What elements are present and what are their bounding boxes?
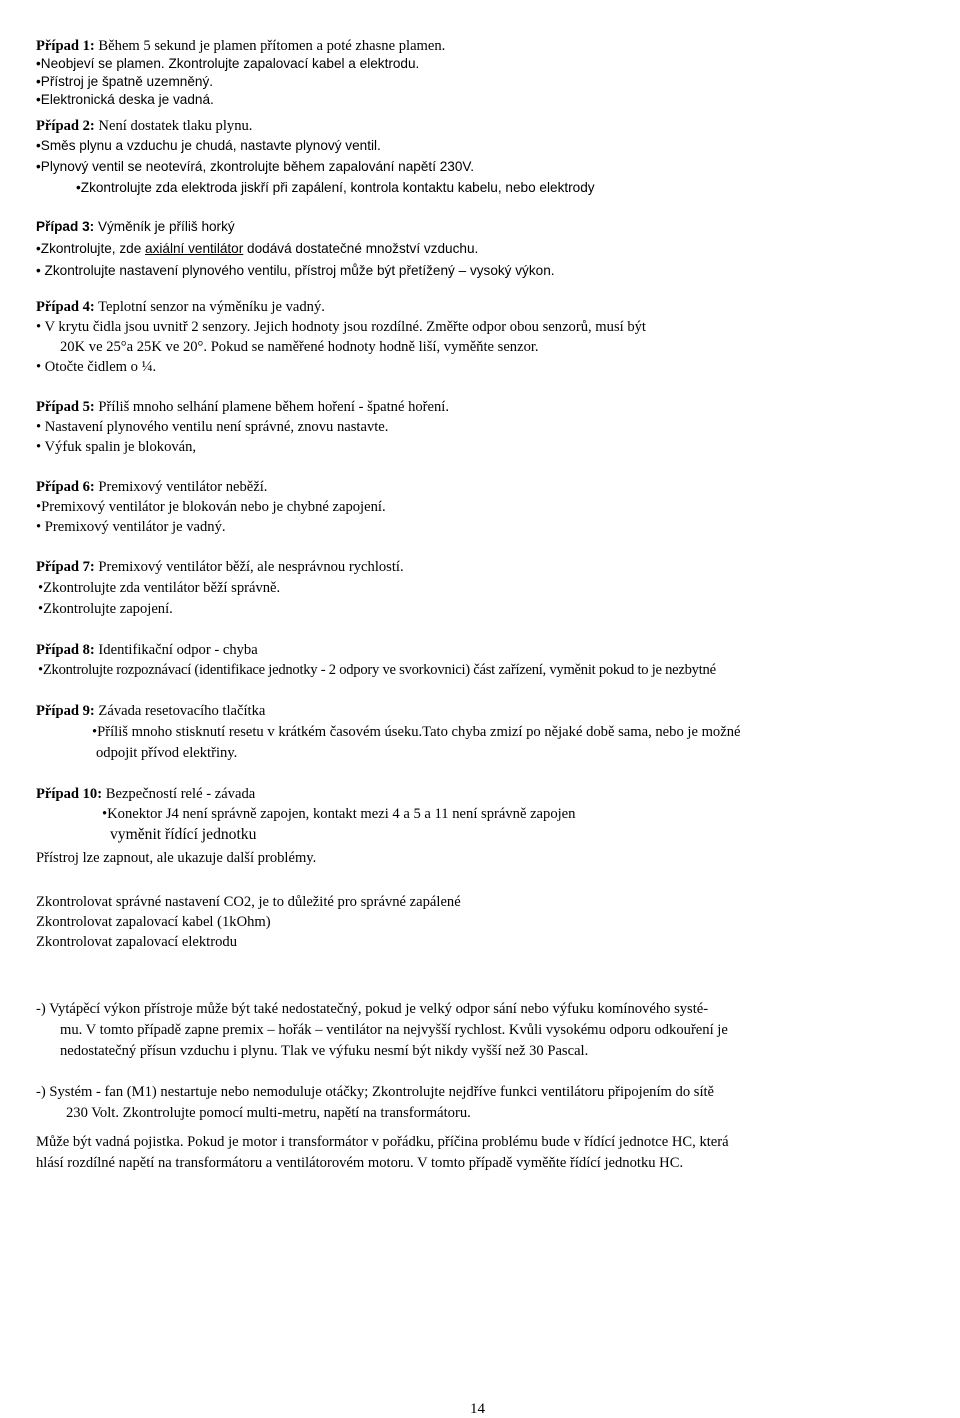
note1-line: mu. V tomto případě zapne premix – hořák – ventilátor na nejvyšší rychlost. Kvůli vysokému odporu odkouření je — [60, 1022, 728, 1038]
case3-item: • Zkontrolujte nastavení plynového ventilu, přístroj může být přetížený – vysoký výkon. — [36, 263, 555, 278]
case1-item: •Přístroj je špatně uzemněný. — [36, 74, 214, 89]
case2-item: •Směs plynu a vzduchu je chudá, nastavte plynový ventil. — [36, 138, 381, 153]
case3-item-text: dodává dostatečné množství vzduchu. — [243, 241, 479, 256]
case1-label: Případ 1: — [36, 38, 95, 54]
case8-item: •Zkontrolujte rozpoznávací (identifikace jednotky - 2 odpory ve svorkovnici) část zařízení, vyměnit pokud to je nezbytné — [38, 662, 716, 678]
case2-title: Není dostatek tlaku plynu. — [94, 118, 253, 134]
case6-heading — [36, 478, 267, 496]
case6-item: • Premixový ventilátor je vadný. — [36, 519, 226, 535]
case1-title: Během 5 sekund je plamen přítomen a poté zhasne plamen. — [94, 38, 446, 54]
case4-item: • V krytu čidla jsou uvnitř 2 senzory. Jejich hodnoty jsou rozdílné. Změřte odpor obou senzorů, musí být — [36, 319, 646, 335]
case3-heading — [36, 218, 235, 236]
case4-title: Teplotní senzor na výměníku je vadný. — [94, 299, 325, 315]
check-line: Zkontrolovat správné nastavení CO2, je to důležité pro správné zapálené — [36, 894, 461, 910]
case9-title: Závada resetovacího tlačítka — [94, 703, 266, 719]
case9-item-continued: odpojit přívod elektřiny. — [96, 745, 238, 761]
case6-label: Případ 6: — [36, 479, 95, 495]
case7-label: Případ 7: — [36, 559, 95, 575]
case10-heading — [36, 785, 255, 803]
note2-line: -) Systém - fan (M1) nestartuje nebo nemoduluje otáčky; Zkontrolujte nejdříve funkci ventilátoru připojením do sítě — [36, 1084, 715, 1100]
case9-item: •Příliš mnoho stisknutí resetu v krátkém časovém úseku.Tato chyba zmizí po nějaké době sama, nebo je možné — [92, 724, 741, 740]
case10-note: Přístroj lze zapnout, ale ukazuje další problémy. — [36, 850, 317, 866]
case8-label: Případ 8: — [36, 642, 95, 658]
note2-line: 230 Volt. Zkontrolujte pomocí multi-metru, napětí na transformátoru. — [66, 1105, 471, 1121]
case3-item-text: •Zkontrolujte, zde — [36, 241, 146, 256]
case4-item: • Otočte čidlem o ¼. — [36, 359, 157, 375]
case3-item — [36, 240, 478, 258]
case5-item: • Nastavení plynového ventilu není správné, znovu nastavte. — [36, 419, 389, 435]
case6-title: Premixový ventilátor neběží. — [94, 479, 268, 495]
case5-item: • Výfuk spalin je blokován, — [36, 439, 197, 455]
case1-item: •Neobjeví se plamen. Zkontrolujte zapalovací kabel a elektrodu. — [36, 56, 420, 71]
case5-title: Příliš mnoho selhání plamene během hoření - špatné hoření. — [94, 399, 450, 415]
case8-heading — [36, 641, 258, 659]
case5-label: Případ 5: — [36, 399, 95, 415]
note3-line: Může být vadná pojistka. Pokud je motor i transformátor v pořádku, příčina problému bude v řídící jednotce HC, která — [36, 1134, 729, 1150]
case2-label: Případ 2: — [36, 118, 95, 134]
note3-line: hlásí rozdílné napětí na transformátoru a ventilátorovém motoru. V tomto případě vyměňte řídící jednotku HC. — [36, 1155, 684, 1171]
case10-item: •Konektor J4 není správně zapojen, kontakt mezi 4 a 5 a 11 není správně zapojen — [102, 806, 576, 822]
note1-line: nedostatečný přísun vzduchu i plynu. Tlak ve výfuku nesmí být nikdy vyšší než 30 Pascal. — [60, 1043, 589, 1059]
case9-label: Případ 9: — [36, 703, 95, 719]
case7-title: Premixový ventilátor běží, ale nesprávnou rychlostí. — [94, 559, 404, 575]
case8-title: Identifikační odpor - chyba — [94, 642, 258, 658]
case5-heading — [36, 398, 449, 416]
check-line: Zkontrolovat zapalovací kabel (1kOhm) — [36, 914, 271, 930]
case7-item: •Zkontrolujte zapojení. — [38, 601, 173, 617]
case7-heading — [36, 558, 404, 576]
case2-item: •Zkontrolujte zda elektroda jiskří při zapálení, kontrola kontaktu kabelu, nebo elektrody — [76, 180, 595, 195]
case3-label: Případ 3: — [36, 219, 95, 234]
case9-heading — [36, 702, 265, 720]
case2-item: •Plynový ventil se neotevírá, zkontrolujte během zapalování napětí 230V. — [36, 159, 475, 174]
note1-line: -) Vytápěcí výkon přístroje může být také nedostatečný, pokud je velký odpor sání nebo výfuku komínového systé- — [36, 1001, 709, 1017]
case10-item-replace-unit: vyměnit řídící jednotku — [110, 826, 257, 843]
case3-title: Výměník je příliš horký — [94, 219, 235, 234]
case6-item: •Premixový ventilátor je blokován nebo je chybné zapojení. — [36, 499, 386, 515]
case2-heading — [36, 117, 252, 135]
case10-label: Případ 10: — [36, 786, 103, 802]
case1-heading — [36, 37, 445, 55]
case1-item: •Elektronická deska je vadná. — [36, 92, 214, 107]
case7-item: •Zkontrolujte zda ventilátor běží správně. — [38, 580, 281, 596]
case4-label: Případ 4: — [36, 299, 95, 315]
axial-fan-underlined-term: axiální ventilátor — [145, 241, 244, 256]
page-number: 14 — [470, 1401, 485, 1417]
case10-title: Bezpečností relé - závada — [102, 786, 256, 802]
case4-item-continued: 20K ve 25°a 25K ve 20°. Pokud se naměřené hodnoty hodně liší, vyměňte senzor. — [60, 339, 539, 355]
case4-heading — [36, 298, 325, 316]
check-line: Zkontrolovat zapalovací elektrodu — [36, 934, 237, 950]
